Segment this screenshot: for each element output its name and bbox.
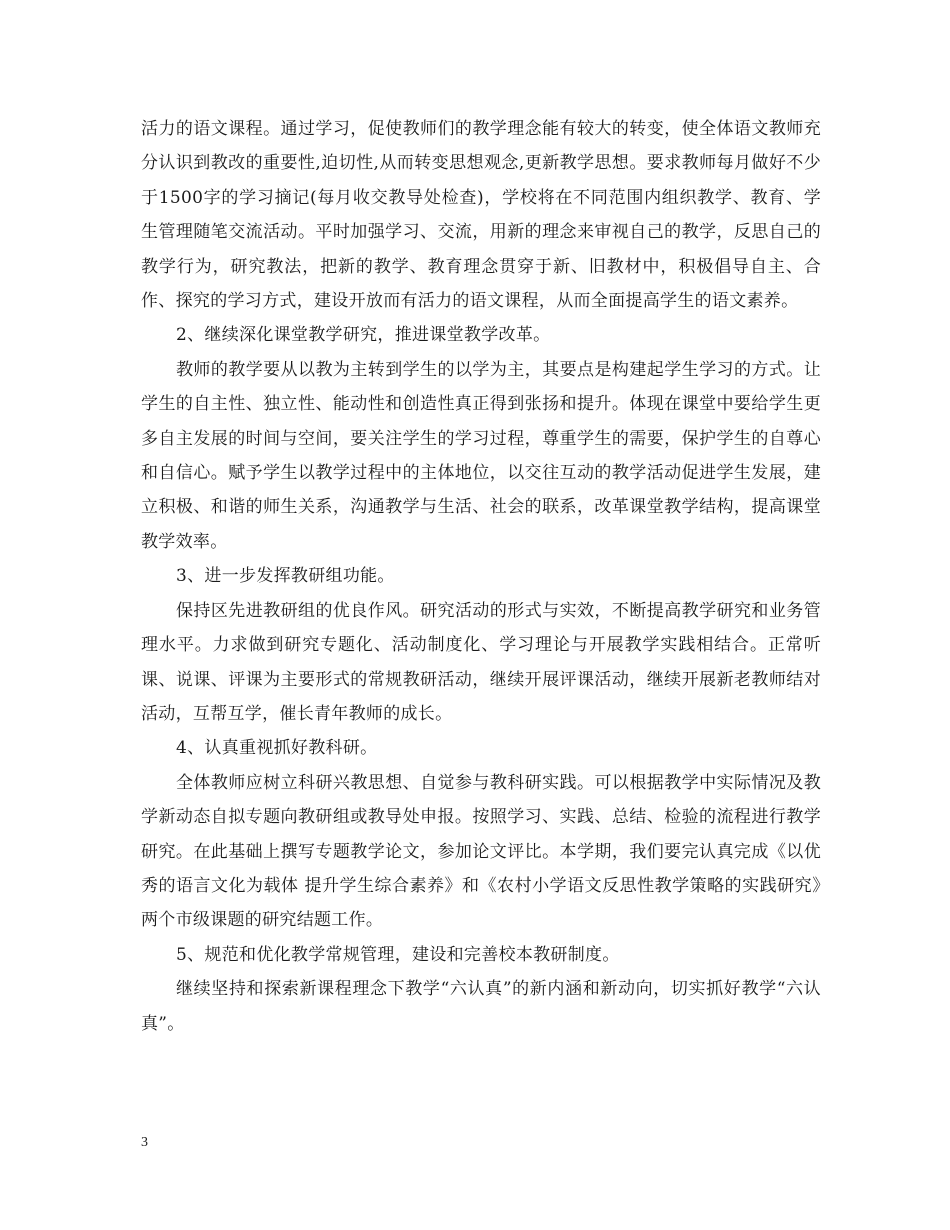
paragraph-5: 继续坚持和探索新课程理念下教学“六认真”的新内涵和新动向，切实抓好教学“六认真”。 — [141, 979, 821, 1034]
section-heading-2: 2、继续深化课堂教学研究，推进课堂教学改革。 — [176, 325, 551, 346]
section-heading-5: 5、规范和优化教学常规管理，建设和完善校本教研制度。 — [176, 944, 620, 965]
page-number: 3 — [141, 1135, 148, 1150]
paragraph-2: 教师的教学要从以教为主转到学生的以学为主，其要点是构建起学生学习的方式。让学生的自主性、独立性、能动性和创造性真正得到张扬和提升。体现在课堂中要给学生更多自主发展的时间与空间，要关注学生的学习过程，尊重学生的需要，保护学生的自尊心和自信心。赋予学生以教学过程中的主体地位，以交往互动的教学活动促进学生发展，建立积极、和谐的师生关系，沟通教学与生活、社会的联系，改革课堂教学结构，提高课堂教学效率。 — [141, 359, 821, 552]
paragraph-4: 全体教师应树立科研兴教思想、自觉参与教科研实践。可以根据教学中实际情况及教学新动态自拟专题向教研组或教导处申报。按照学习、实践、总结、检验的流程进行教学研究。在此基础上撰写专题教学论文，参加论文评比。本学期，我们要完认真完成《以优秀的语言文化为载体 提升学生综合素养》和《农村小学语文反思性教学策略的实践研究》两个市级课题的研究结题工作。 — [141, 772, 821, 931]
section-heading-3: 3、进一步发挥教研组功能。 — [176, 566, 395, 587]
paragraph-3: 保持区先进教研组的优良作风。研究活动的形式与实效，不断提高教学研究和业务管理水平。力求做到研究专题化、活动制度化、学习理论与开展教学实践相结合。正常听课、说课、评课为主要形式的常规教研活动，继续开展评课活动，继续开展新老教师结对活动，互帮互学，催长青年教师的成长。 — [141, 600, 821, 724]
paragraph-1: 活力的语文课程。通过学习，促使教师们的教学理念能有较大的转变，使全体语文教师充分认识到教改的重要性,迫切性,从而转变思想观念,更新教学思想。要求教师每月做好不少于1500字的学习摘记(每月收交教导处检查)，学校将在不同范围内组织教学、教育、学生管理随笔交流活动。平时加强学习、交流，用新的理念来审视自己的教学，反思自己的教学行为，研究教法，把新的教学、教育理念贯穿于新、旧教材中，积极倡导自主、合作、探究的学习方式，建设开放而有活力的语文课程，从而全面提高学生的语文素养。 — [141, 119, 821, 312]
document-body — [141, 112, 821, 1041]
section-heading-4: 4、认真重视抓好教科研。 — [176, 738, 378, 759]
